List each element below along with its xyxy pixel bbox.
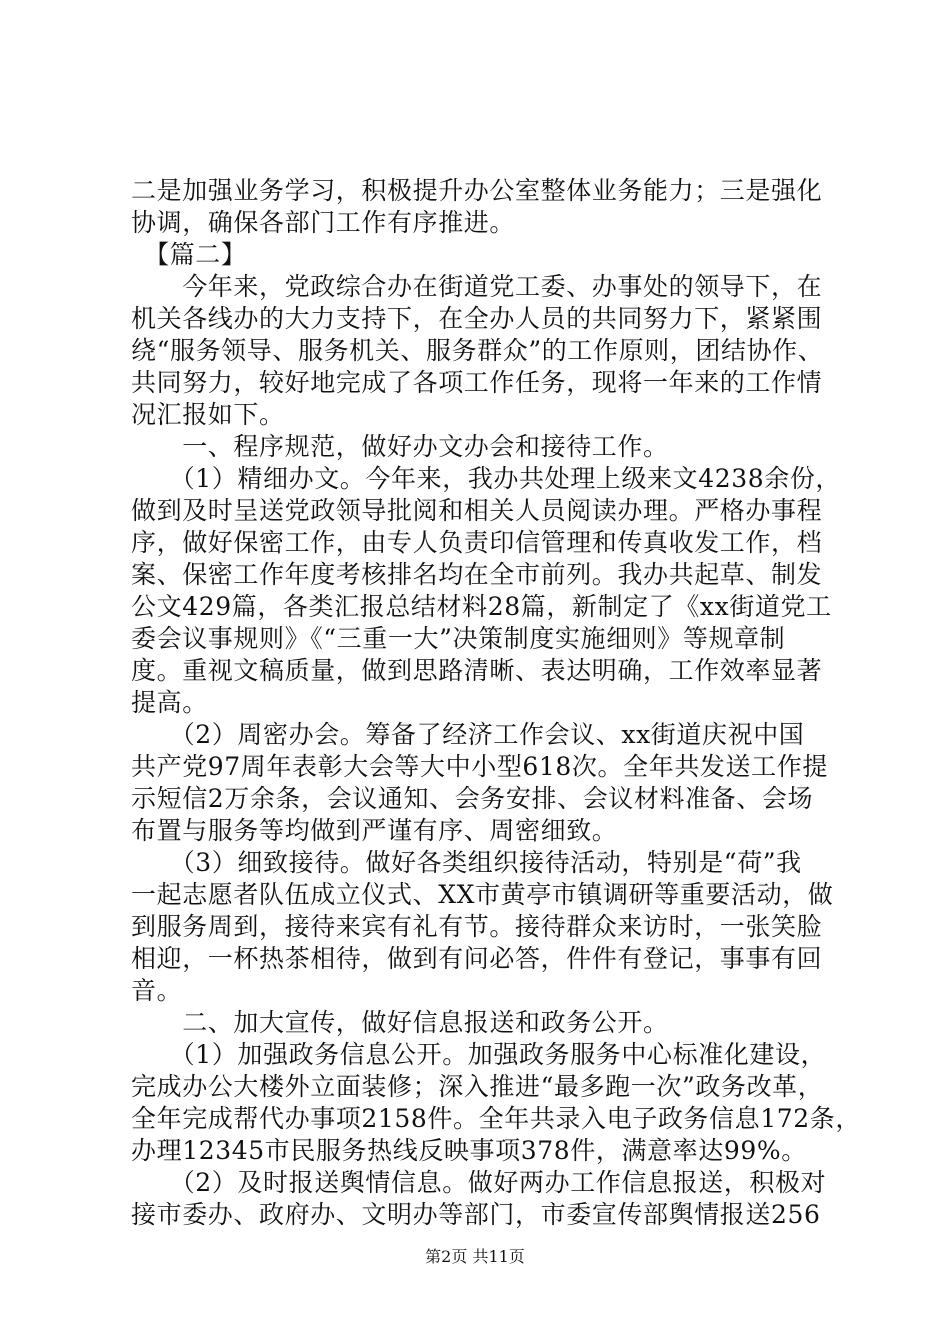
section-heading: 【篇二】: [131, 240, 247, 269]
text-line: 到服务周到，接待来宾有礼有节。接待群众来访时，一张笑脸: [131, 912, 823, 941]
text-line: 二是加强业务学习，积极提升办公室整体业务能力；三是强化: [131, 176, 823, 205]
text-line: 共产党97周年表彰大会等大中小型618次。全年共发送工作提: [131, 752, 828, 781]
text-line: 机关各线办的大力支持下，在全办人员的共同努力下，紧紧围: [131, 304, 823, 333]
text-line: （1）精细办文。今年来，我办共处理上级来文4238余份，: [131, 464, 842, 493]
text-line: 完成办公大楼外立面装修；深入推进“最多跑一次”政务改革，: [131, 1072, 824, 1101]
text-line: 一起志愿者队伍成立仪式、XX市黄亭市镇调研等重要活动，做: [131, 880, 834, 909]
text-line: 共同努力，较好地完成了各项工作任务，现将一年来的工作情: [131, 368, 823, 397]
text-line: 做到及时呈送党政领导批阅和相关人员阅读办理。严格办事程: [131, 496, 823, 525]
subheading: 一、程序规范，做好办文办会和接待工作。: [131, 432, 669, 461]
text-line: （2）周密办会。筹备了经济工作会议、xx街道庆祝中国: [131, 720, 805, 749]
subheading: 二、加大宣传，做好信息报送和政务公开。: [131, 1008, 669, 1037]
text-line: （2）及时报送舆情信息。做好两办工作信息报送，积极对: [131, 1168, 827, 1197]
text-line: 提高。: [131, 688, 208, 717]
text-line: 况汇报如下。: [131, 400, 285, 429]
text-line: 办理12345市民服务热线反映事项378件，满意率达99%。: [131, 1136, 807, 1165]
text-line: 接市委办、政府办、文明办等部门，市委宣传部舆情报送256: [131, 1200, 821, 1229]
text-line: 相迎，一杯热茶相待，做到有问必答，件件有登记，事事有回: [131, 944, 823, 973]
text-line: 案、保密工作年度考核排名均在全市前列。我办共起草、制发: [131, 560, 823, 589]
text-line: 协调，确保各部门工作有序推进。: [131, 208, 516, 237]
text-line: 全年完成帮代办事项2158件。全年共录入电子政务信息172条，: [131, 1104, 861, 1133]
page-footer: [0, 1244, 950, 1267]
text-line: 度。重视文稿质量，做到思路清晰、表达明确，工作效率显著: [131, 656, 823, 685]
text-line: 公文429篇，各类汇报总结材料28篇，新制定了《xx街道党工: [131, 592, 832, 621]
text-line: 委会议事规则》《“三重一大”决策制度实施细则》等规章制: [131, 624, 786, 653]
text-line: 序，做好保密工作，由专人负责印信管理和传真收发工作，档: [131, 528, 823, 557]
text-line: （1）加强政务信息公开。加强政务服务中心标准化建设，: [131, 1040, 827, 1069]
text-line: 今年来，党政综合办在街道党工委、办事处的领导下，在: [131, 272, 823, 301]
document-body: [131, 175, 861, 1231]
text-line: 示短信2万余条，会议通知、会务安排、会议材料准备、会场: [131, 784, 814, 813]
text-line: 布置与服务等均做到严谨有序、周密细致。: [131, 816, 618, 845]
text-line: 绕“服务领导、服务机关、服务群众”的工作原则，团结协作、: [131, 336, 824, 365]
page-number: 第2页 共11页: [425, 1247, 525, 1266]
text-line: （3）细致接待。做好各类组织接待活动，特别是“荷”我: [131, 848, 802, 877]
text-line: 音。: [131, 976, 183, 1005]
